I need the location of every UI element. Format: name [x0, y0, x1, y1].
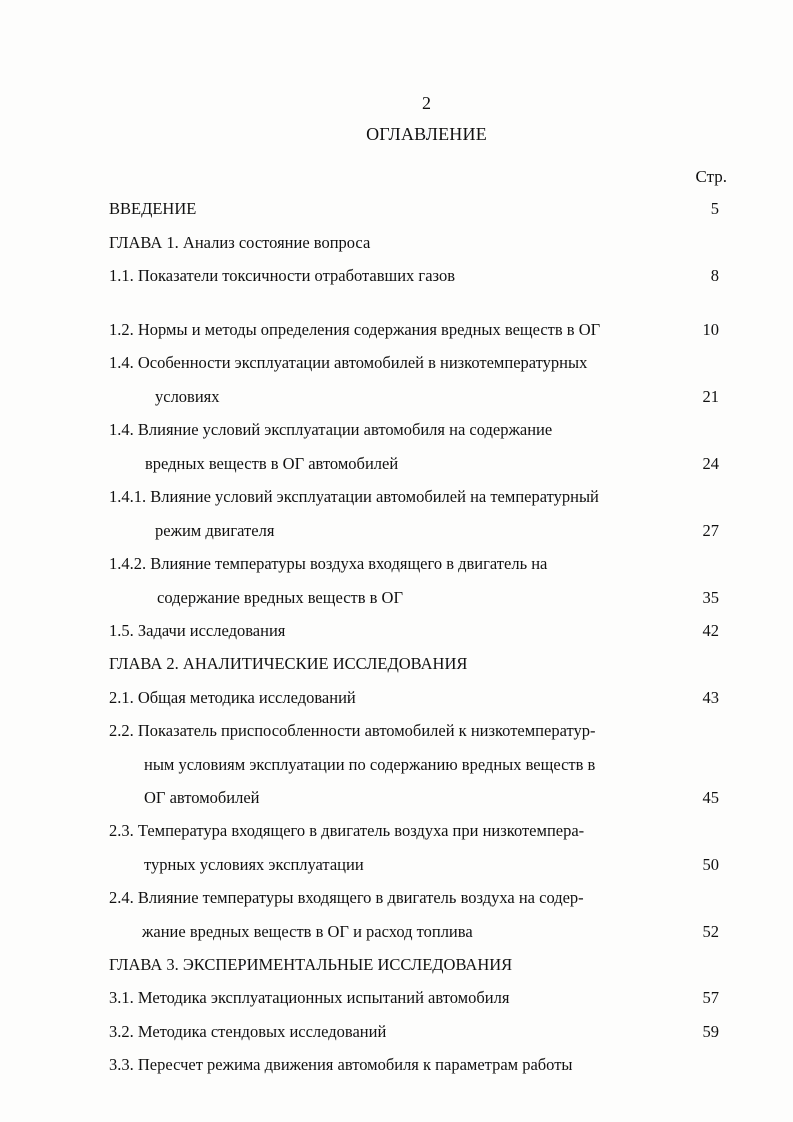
- toc-entry-3-1: [109, 985, 729, 1011]
- toc-entry-chapter-3: [109, 952, 729, 978]
- toc-entry-text: 2.4. Влияние температуры входящего в двигатель воздуха на содер-: [109, 888, 584, 907]
- page-column-label: Стр.: [695, 167, 727, 186]
- toc-entry-text: 1.4.1. Влияние условий эксплуатации автомобилей на температурный: [109, 487, 599, 506]
- toc-entry-text: ным условиям эксплуатации по содержанию вредных веществ в: [144, 755, 596, 774]
- toc-entry-page: 57: [702, 988, 719, 1007]
- toc-entry-text: вредных веществ в ОГ автомобилей: [145, 454, 399, 473]
- toc-entry-chapter-2: [109, 651, 729, 677]
- toc-entry-1-2: [109, 317, 729, 343]
- toc-entry-text: 1.1. Показатели токсичности отработавших газов: [109, 266, 455, 285]
- toc-entry-text: 3.1. Методика эксплуатационных испытаний автомобиля: [109, 988, 510, 1007]
- toc-entry-page: 52: [702, 922, 719, 941]
- toc-entry-2-3-cont: [109, 852, 729, 878]
- toc-entry-text: 3.3. Пересчет режима движения автомобиля к параметрам работы: [109, 1055, 573, 1074]
- page-title: ОГЛАВЛЕНИЕ: [366, 124, 487, 144]
- toc-entry-1-4-1-cont: [109, 518, 729, 544]
- toc-entry-page: 10: [702, 320, 719, 339]
- toc-entry-chapter-1: [109, 230, 729, 256]
- toc-entry-2-4-cont: [109, 919, 729, 945]
- toc-entry-text: 1.4.2. Влияние температуры воздуха входящего в двигатель на: [109, 554, 548, 573]
- toc-entry-1-1: [109, 263, 729, 289]
- toc-entry-1-4-2-cont: [109, 585, 729, 611]
- toc-entry-text: условиях: [155, 387, 220, 406]
- toc-entry-2-2: [109, 718, 729, 744]
- toc-entry-introduction: [109, 196, 729, 222]
- toc-entry-1-4a: [109, 350, 729, 376]
- toc-entry-2-3: [109, 818, 729, 844]
- toc-entry-text: жание вредных веществ в ОГ и расход топлива: [142, 922, 473, 941]
- toc-entry-1-4-2: [109, 551, 729, 577]
- toc-entry-text: ВВЕДЕНИЕ: [109, 199, 197, 218]
- toc-entry-page: 5: [710, 199, 719, 218]
- toc-entry-3-2: [109, 1019, 729, 1045]
- toc-entry-1-4-1: [109, 484, 729, 510]
- toc-entry-2-2-cont: [109, 752, 729, 778]
- toc-entry-text: ГЛАВА 2. АНАЛИТИЧЕСКИЕ ИССЛЕДОВАНИЯ: [109, 654, 468, 673]
- toc-entry-1-4b: [109, 417, 729, 443]
- toc-entry-page: 45: [702, 788, 719, 807]
- toc-entry-2-2-cont2: [109, 785, 729, 811]
- toc-entry-text: ГЛАВА 3. ЭКСПЕРИМЕНТАЛЬНЫЕ ИССЛЕДОВАНИЯ: [109, 955, 513, 974]
- toc-entry-text: 1.4. Влияние условий эксплуатации автомобиля на содержание: [109, 420, 553, 439]
- toc-entry-text: ГЛАВА 1. Анализ состояние вопроса: [109, 233, 371, 252]
- toc-entry-text: 2.1. Общая методика исследований: [109, 688, 356, 707]
- toc-entry-text: ОГ автомобилей: [144, 788, 260, 807]
- toc-entry-page: 8: [710, 266, 719, 285]
- toc-entry-text: 1.2. Нормы и методы определения содержания вредных веществ в ОГ: [109, 320, 601, 339]
- toc-entry-1-5: [109, 618, 729, 644]
- toc-entry-page: 50: [702, 855, 719, 874]
- toc-entry-text: 3.2. Методика стендовых исследований: [109, 1022, 387, 1041]
- toc-entry-1-4a-cont: [109, 384, 729, 410]
- toc-entry-2-4: [109, 885, 729, 911]
- toc-entry-text: режим двигателя: [155, 521, 275, 540]
- toc-entry-page: 59: [702, 1022, 719, 1041]
- toc-entry-text: 2.3. Температура входящего в двигатель воздуха при низкотемпера-: [109, 821, 585, 840]
- page-number: 2: [422, 93, 431, 113]
- toc-entry-3-3: [109, 1052, 729, 1078]
- toc-entry-text: 1.5. Задачи исследования: [109, 621, 286, 640]
- toc-entry-text: турных условиях эксплуатации: [144, 855, 364, 874]
- toc-entry-page: 42: [702, 621, 719, 640]
- toc-entry-page: 35: [702, 588, 719, 607]
- toc-entry-2-1: [109, 685, 729, 711]
- toc-entry-page: 27: [702, 521, 719, 540]
- toc-entry-text: 1.4. Особенности эксплуатации автомобилей в низкотемпературных: [109, 353, 588, 372]
- toc-entry-page: 43: [702, 688, 719, 707]
- toc-entry-1-4b-cont: [109, 451, 729, 477]
- toc-entry-page: 21: [702, 387, 719, 406]
- toc-entry-text: 2.2. Показатель приспособленности автомобилей к низкотемператур-: [109, 721, 596, 740]
- toc-entry-text: содержание вредных веществ в ОГ: [157, 588, 404, 607]
- toc-entry-page: 24: [702, 454, 719, 473]
